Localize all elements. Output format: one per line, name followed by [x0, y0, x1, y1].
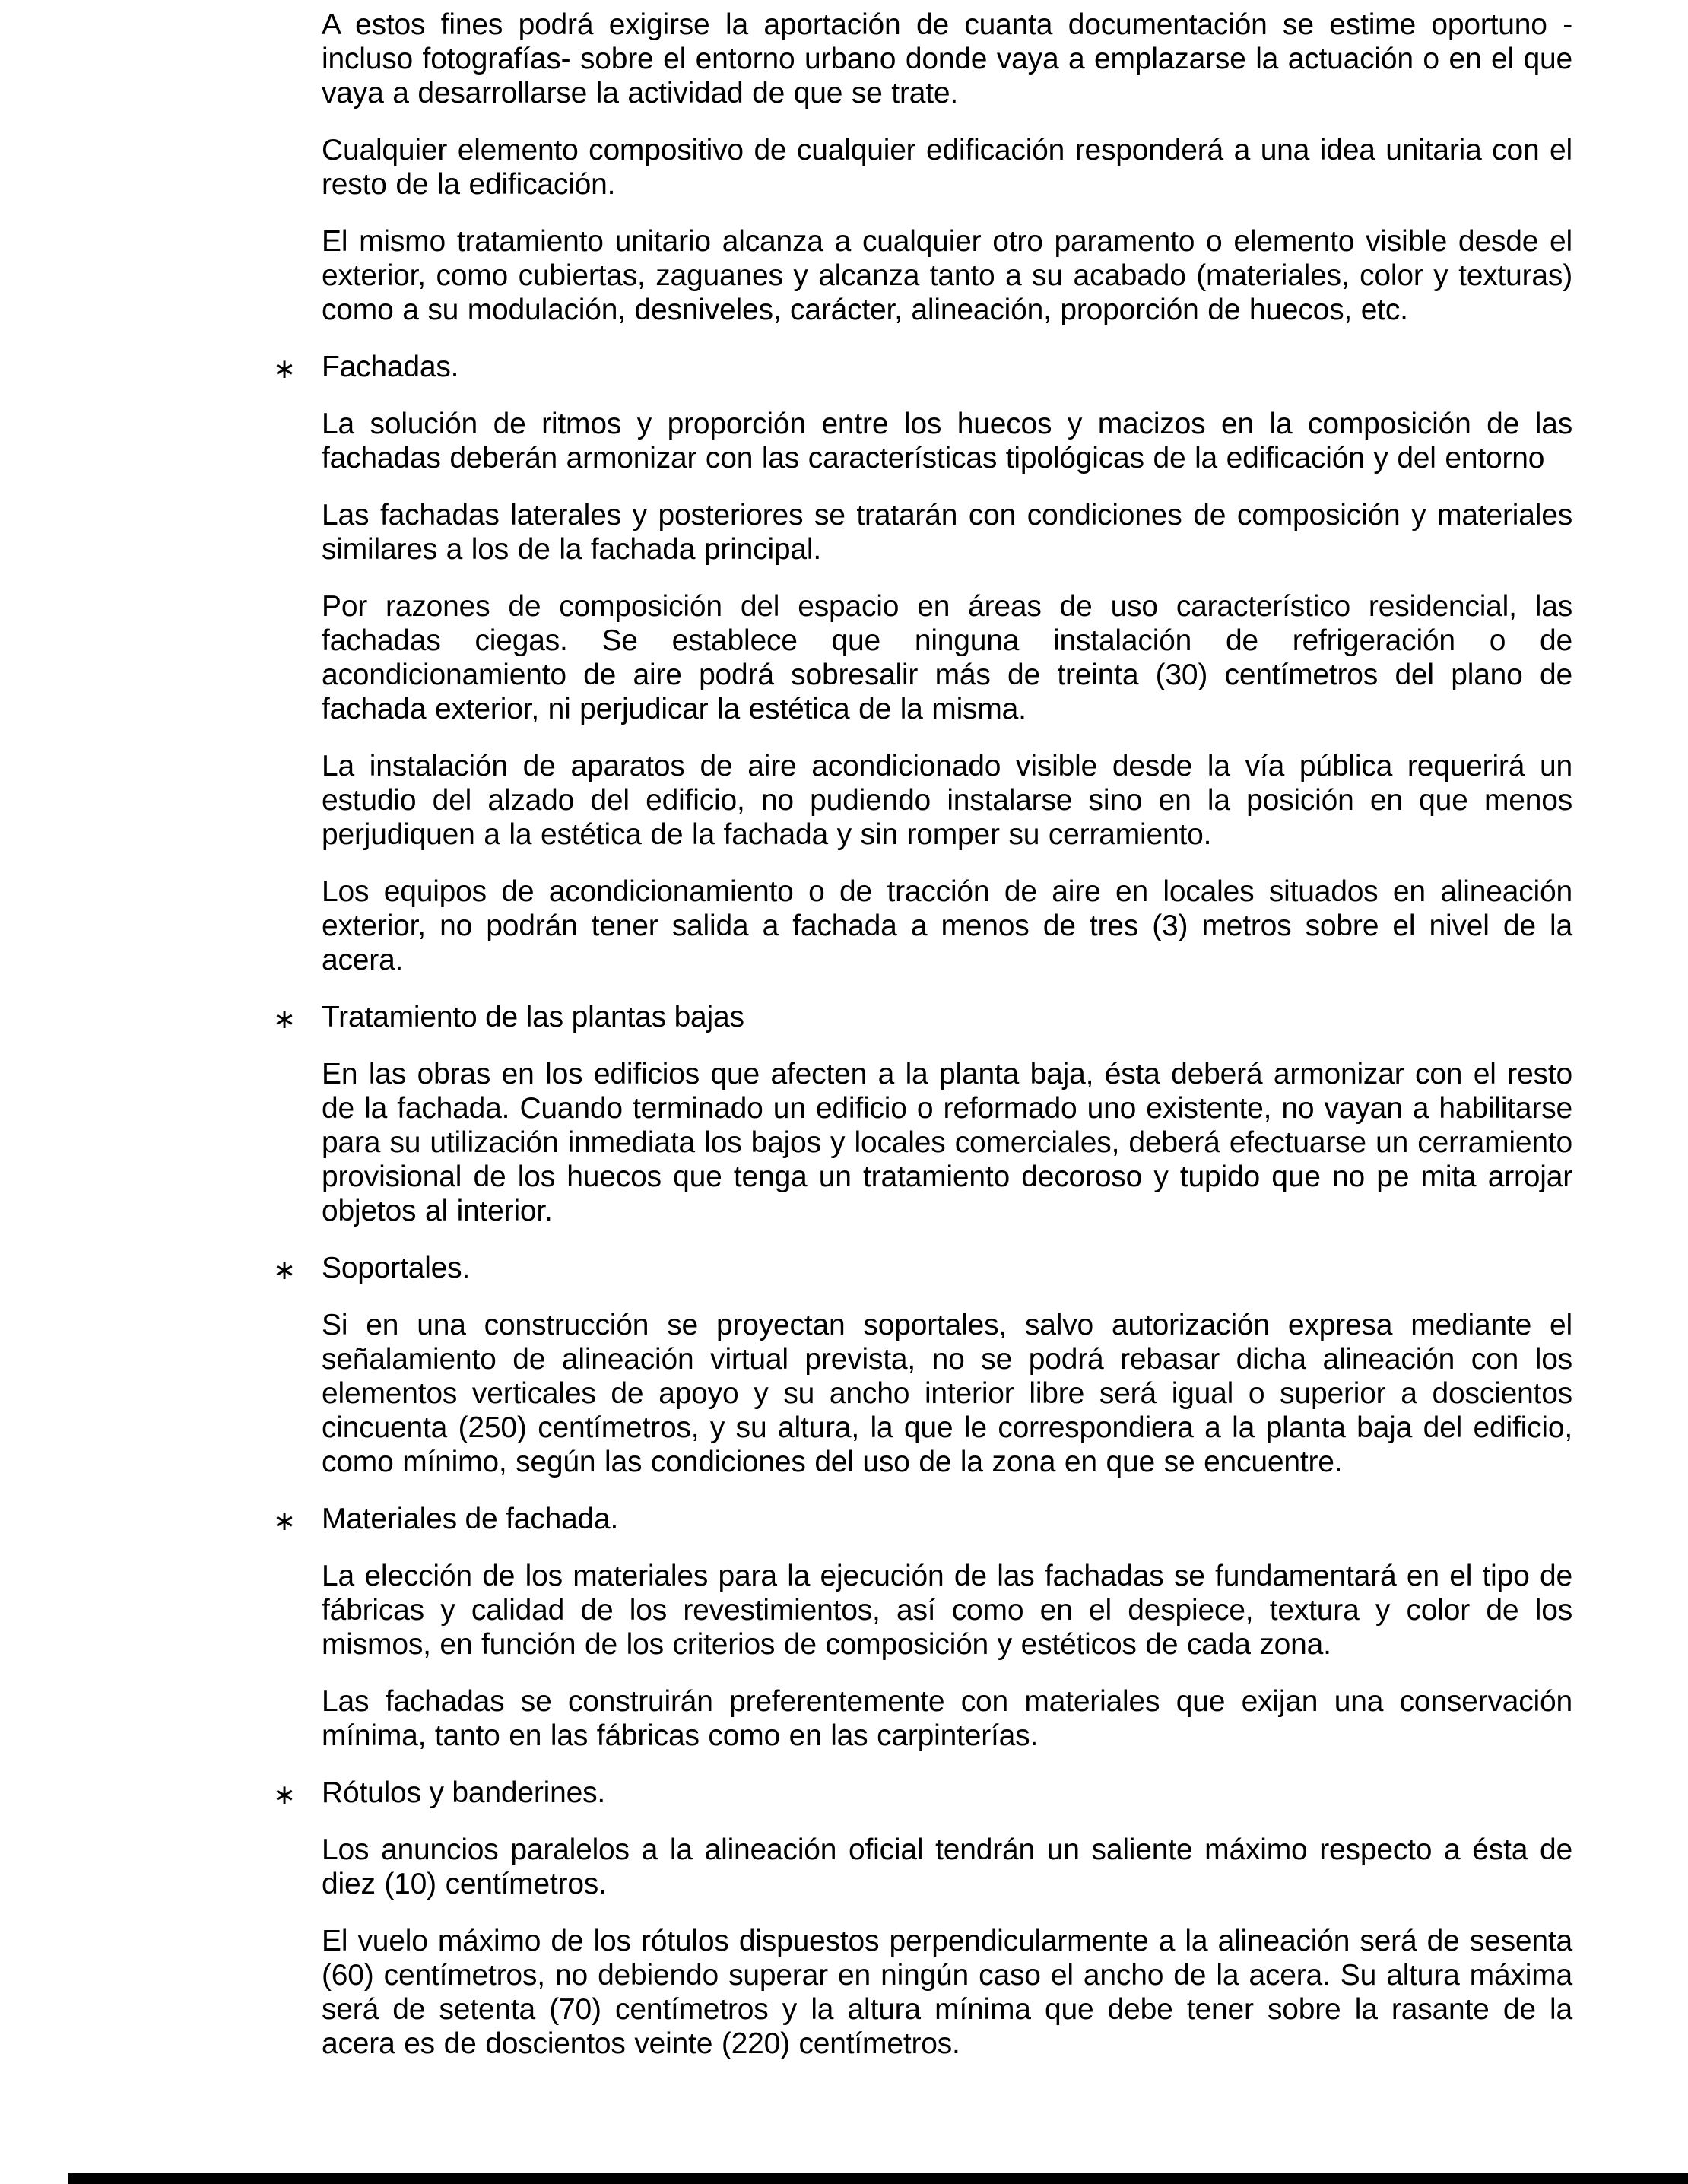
- body-paragraph: La solución de ritmos y proporción entre los huecos y macizos en la composición de las fachadas deberán armonizar con las características tipológicas de la edificación y del entorno: [322, 408, 1572, 475]
- body-paragraph: Los equipos de acondicionamiento o de tracción de aire en locales situados en alineación exterior, no podrán tener salida a fachada a menos de tres (3) metros sobre el nivel de la acera.: [322, 875, 1572, 976]
- body-paragraph: El mismo tratamiento unitario alcanza a cualquier otro paramento o elemento visible desde el exterior, como cubiertas, zaguanes y alcanza tanto a su acabado (materiales, color y texturas) como a su modulación, desniveles, carácter, alineación, proporción de huecos, etc.: [322, 225, 1572, 326]
- scan-artifact-bar: [68, 2173, 1688, 2184]
- asterisk-bullet-icon: ∗: [273, 1254, 296, 1285]
- body-paragraph: En las obras en los edificios que afecten a la planta baja, ésta deberá armonizar con el resto de la fachada. Cuando terminado un edificio o reformado uno existente, no vayan a habilitarse para su utilización inmediata los bajos y locales comerciales, deberá efectuarse un cerramiento provisional de los huecos que tenga un tratamiento decoroso y tupido que no pe mita arrojar objetos al interior.: [322, 1058, 1572, 1227]
- body-paragraph: Por razones de composición del espacio en áreas de uso característico residencial, las fachadas ciegas. Se establece que ninguna instalación de refrigeración o de acondicionamiento de aire podrá sobresalir más de treinta (30) centímetros del plano de fachada exterior, ni perjudicar la estética de la misma.: [322, 590, 1572, 725]
- bullet-heading: [273, 1251, 1572, 1285]
- bullet-heading-label: Soportales.: [322, 1252, 471, 1284]
- body-paragraph: A estos fines podrá exigirse la aportación de cuanta documentación se estime oportuno - incluso fotografías- sobre el entorno urbano donde vaya a emplazarse la actuación o en el que vaya a desarrollarse la actividad de que se trate.: [322, 8, 1572, 110]
- asterisk-bullet-icon: ∗: [273, 1779, 296, 1810]
- body-paragraph: El vuelo máximo de los rótulos dispuestos perpendicularmente a la alineación será de sesenta (60) centímetros, no debiendo superar en ningún caso el ancho de la acera. Su altura máxima será de setenta (70) centímetros y la altura mínima que debe tener sobre la rasante de la acera es de doscientos veinte (220) centímetros.: [322, 1925, 1572, 2060]
- document-content: [273, 8, 1572, 2084]
- body-paragraph: La instalación de aparatos de aire acondicionado visible desde la vía pública requerirá un estudio del alzado del edificio, no pudiendo instalarse sino en la posición en que menos perjudiquen a la estética de la fachada y sin romper su cerramiento.: [322, 750, 1572, 851]
- bullet-heading: [273, 1502, 1572, 1536]
- bullet-heading-label: Rótulos y banderines.: [322, 1776, 606, 1809]
- bullet-heading-label: Fachadas.: [322, 351, 459, 383]
- bullet-heading-label: Materiales de fachada.: [322, 1503, 619, 1535]
- bullet-heading: [273, 350, 1572, 384]
- bullet-heading: [273, 1000, 1572, 1034]
- asterisk-bullet-icon: ∗: [273, 1003, 296, 1034]
- body-paragraph: Cualquier elemento compositivo de cualquier edificación responderá a una idea unitaria con el resto de la edificación.: [322, 134, 1572, 201]
- body-paragraph: Las fachadas laterales y posteriores se tratarán con condiciones de composición y materiales similares a los de la fachada principal.: [322, 499, 1572, 566]
- asterisk-bullet-icon: ∗: [273, 353, 296, 384]
- bullet-heading: [273, 1776, 1572, 1810]
- body-paragraph: La elección de los materiales para la ejecución de las fachadas se fundamentará en el tipo de fábricas y calidad de los revestimientos, así como en el despiece, textura y color de los mismos, en función de los criterios de composición y estéticos de cada zona.: [322, 1560, 1572, 1661]
- body-paragraph: Los anuncios paralelos a la alineación oficial tendrán un saliente máximo respecto a ésta de diez (10) centímetros.: [322, 1833, 1572, 1900]
- body-paragraph: Las fachadas se construirán preferentemente con materiales que exijan una conservación mínima, tanto en las fábricas como en las carpinterías.: [322, 1685, 1572, 1752]
- bullet-heading-label: Tratamiento de las plantas bajas: [322, 1001, 744, 1033]
- body-paragraph: Si en una construcción se proyectan soportales, salvo autorización expresa mediante el señalamiento de alineación virtual prevista, no se podrá rebasar dicha alineación con los elementos verticales de apoyo y su ancho interior libre será igual o superior a doscientos cincuenta (250) centímetros, y su altura, la que le correspondiera a la planta baja del edificio, como mínimo, según las condiciones del uso de la zona en que se encuentre.: [322, 1309, 1572, 1478]
- asterisk-bullet-icon: ∗: [273, 1505, 296, 1536]
